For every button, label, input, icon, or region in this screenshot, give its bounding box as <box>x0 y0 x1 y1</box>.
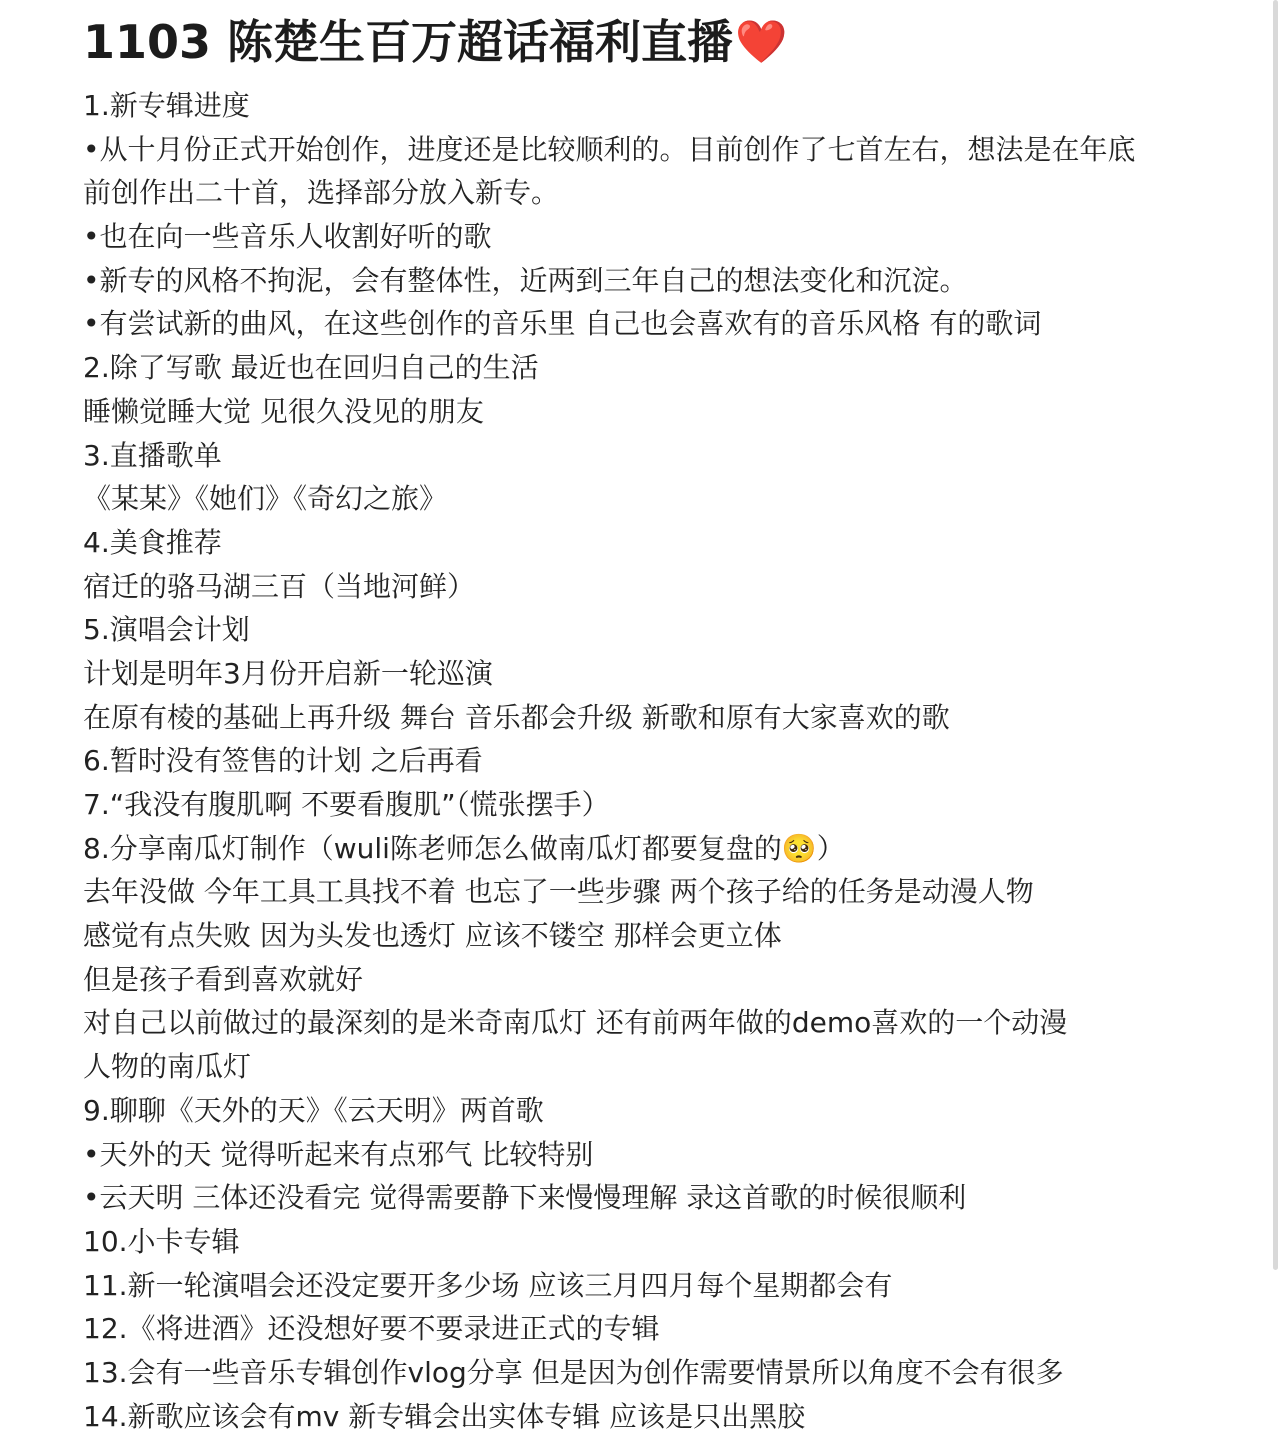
note-line: •新专的风格不拘泥，会有整体性，近两到三年自己的想法变化和沉淀。 <box>83 263 968 297</box>
note-line: 14.新歌应该会有mv 新专辑会出实体专辑 应该是只出黑胶 <box>83 1399 806 1433</box>
note-line: 2.除了写歌 最近也在回归自己的生活 <box>83 351 539 385</box>
note-line: 10.小卡专辑 <box>83 1224 240 1258</box>
note-line: 4.美食推荐 <box>83 525 222 559</box>
note-line: 但是孩子看到喜欢就好 <box>83 962 364 996</box>
note-line: 7.“我没有腹肌啊 不要看腹肌”（慌张摆手） <box>83 788 610 821</box>
note-line: 前创作出二十首，选择部分放入新专。 <box>83 176 560 210</box>
note-line: 9.聊聊《天外的天》《云天明》两首歌 <box>83 1093 544 1127</box>
note-line: 5.演唱会计划 <box>83 613 250 647</box>
note-line: •也在向一些音乐人收割好听的歌 <box>83 220 492 254</box>
heart-icon: ❤️ <box>735 17 788 66</box>
note-line: 8.分享南瓜灯制作（wuli陈老师怎么做南瓜灯都要复盘的🥺） <box>83 831 845 865</box>
note-line: 去年没做 今年工具工具找不着 也忘了一些步骤 两个孩子给的任务是动漫人物 <box>83 875 1034 909</box>
note-content <box>83 12 1253 1438</box>
note-line: 计划是明年3月份开启新一轮巡演 <box>83 656 493 690</box>
note-line: 在原有棱的基础上再升级 舞台 音乐都会升级 新歌和原有大家喜欢的歌 <box>83 700 950 734</box>
scrollbar[interactable] <box>1273 0 1278 1270</box>
note-line: 12.《将进酒》还没想好要不要录进正式的专辑 <box>83 1312 660 1346</box>
note-title <box>83 12 1253 72</box>
note-line: 13.会有一些音乐专辑创作vlog分享 但是因为创作需要情景所以角度不会有很多 <box>83 1355 1064 1389</box>
note-line: 宿迁的骆马湖三百（当地河鲜） <box>83 569 476 603</box>
note-line: 1.新专辑进度 <box>83 89 250 122</box>
note-line: •从十月份正式开始创作，进度还是比较顺利的。目前创作了七首左右，想法是在年底 <box>83 132 1136 166</box>
note-lines <box>83 84 1253 1438</box>
note-line: 感觉有点失败 因为头发也透灯 应该不镂空 那样会更立体 <box>83 919 782 953</box>
note-line: 人物的南瓜灯 <box>83 1050 252 1084</box>
note-line: 11.新一轮演唱会还没定要开多少场 应该三月四月每个星期都会有 <box>83 1268 893 1302</box>
note-line: 《某某》《她们》《奇幻之旅》 <box>83 482 448 516</box>
note-line: 睡懒觉睡大觉 见很久没见的朋友 <box>83 394 484 428</box>
note-line: •云天明 三体还没看完 觉得需要静下来慢慢理解 录这首歌的时候很顺利 <box>83 1181 967 1215</box>
note-line: 3.直播歌单 <box>83 438 222 472</box>
note-title-text: 1103 陈楚生百万超话福利直播 <box>83 15 734 69</box>
note-line: 6.暂时没有签售的计划 之后再看 <box>83 744 483 778</box>
note-line: •有尝试新的曲风，在这些创作的音乐里 自己也会喜欢有的音乐风格 有的歌词 <box>83 307 1042 341</box>
note-line: •天外的天 觉得听起来有点邪气 比较特别 <box>83 1137 594 1171</box>
note-line: 对自己以前做过的最深刻的是米奇南瓜灯 还有前两年做的demo喜欢的一个动漫 <box>83 1006 1068 1040</box>
